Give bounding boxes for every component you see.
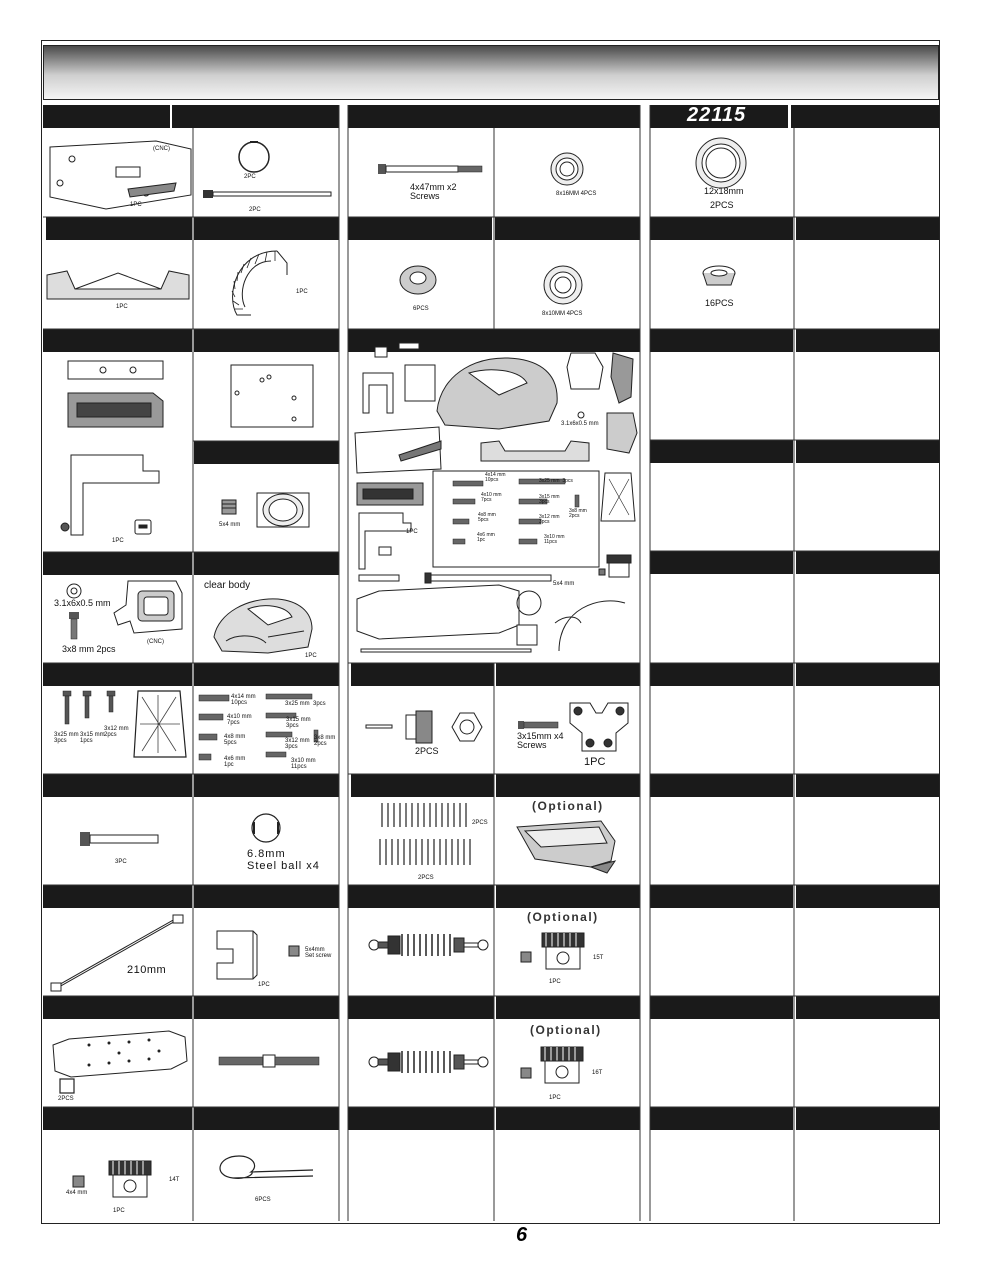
screws-small-drawing xyxy=(57,689,137,729)
qty-label: 1PC xyxy=(549,979,561,985)
qty-label: 2PCS xyxy=(418,875,434,881)
teeth-label: 16T xyxy=(592,1070,603,1076)
qty-label: 3PC xyxy=(115,859,127,865)
set-screw-icon xyxy=(520,1067,534,1081)
screw-kit-label: 4x8 mm 5pcs xyxy=(224,734,246,747)
qty-label: 1PC xyxy=(258,982,270,988)
motor-mount-plate-drawing xyxy=(46,137,196,217)
bearing-icon xyxy=(541,263,585,307)
parts-column-left xyxy=(43,105,339,1221)
qty-label: 1PC xyxy=(112,538,124,544)
bearing-icon xyxy=(693,135,749,191)
clear-body-drawing xyxy=(208,593,318,658)
set-screw-icon xyxy=(288,945,302,959)
qty-label: 1PC xyxy=(130,202,142,208)
qty-label: 2PC xyxy=(244,174,256,180)
cup-drawing xyxy=(253,485,313,535)
optional-label: (Optional) xyxy=(530,1023,602,1037)
qty-label: 2PC xyxy=(249,207,261,213)
cnc-label: (CNC) xyxy=(153,146,170,152)
bushing-icon xyxy=(699,263,739,293)
motor-guard-drawing xyxy=(108,573,188,643)
bulkhead-drawing xyxy=(564,699,634,759)
bearing-label: 8x10MM 4PCS xyxy=(542,311,583,317)
washer-label: 3.1x6x0.5 mm xyxy=(54,598,111,608)
washer-label: 3.1x6x0.5 mm xyxy=(561,421,599,427)
teeth-label: 15T xyxy=(593,955,604,961)
battery-holder-drawing xyxy=(45,265,191,305)
screw-label: 3x15mm x4 Screws xyxy=(517,731,564,751)
setscrew-label: 5x4mm Set screw xyxy=(305,947,332,960)
setscrew-label: 4x4 mm xyxy=(66,1190,88,1196)
steel-ball-label: 6.8mm Steel ball x4 xyxy=(247,848,320,872)
pivot-nut-drawing xyxy=(364,707,494,751)
spacer-icon xyxy=(58,1077,78,1097)
screw-kit-label: 3x8 mm 2pcs xyxy=(314,735,336,748)
screw-kit-label: 3x25 mm 3pcs xyxy=(285,701,326,707)
long-screw-drawing xyxy=(376,163,486,175)
screw-icon xyxy=(516,720,560,730)
hinge-pin-drawing xyxy=(76,830,166,850)
pinion-gear-drawing xyxy=(539,1043,589,1093)
teeth-label: 14T xyxy=(169,1177,180,1183)
optional-label: (Optional) xyxy=(532,799,604,813)
ring-clip-icon xyxy=(234,137,274,177)
screw-size-label: 3x12 mm 2pcs xyxy=(104,726,129,739)
clear-body-label: clear body xyxy=(204,580,251,591)
screw-kit-label: 4x10 mm 7pcs xyxy=(481,492,502,504)
screw-size-label: 3x25 mm 3pcs xyxy=(54,732,79,745)
wing-drawing xyxy=(511,817,621,877)
body-clip-drawing xyxy=(209,1150,319,1190)
pinion-gear-drawing xyxy=(540,929,590,979)
qty-label: 16PCS xyxy=(705,298,734,308)
screw-label: 4x47mm x2 Screws xyxy=(410,182,457,202)
screw-icon xyxy=(67,611,81,641)
set-screw-icon xyxy=(220,497,240,517)
qty-label: 2PCS xyxy=(710,200,734,210)
screw-kit-label: 3x8 mm 2pcs xyxy=(569,508,587,520)
qty-label: 1PC xyxy=(406,529,418,535)
setscrew-label: 5x4 mm xyxy=(219,522,241,528)
bearing-label: 8x16MM 4PCS xyxy=(556,191,597,197)
parts-column-middle xyxy=(346,105,641,1221)
coupler-drawing xyxy=(213,925,293,985)
right-column-grid xyxy=(648,105,939,1221)
springs-drawing xyxy=(378,799,478,871)
qty-label: 1PC xyxy=(296,289,308,295)
plate-drawing xyxy=(229,363,329,433)
title-banner xyxy=(43,45,939,100)
heatsink-clip-drawing xyxy=(217,245,297,325)
screw-kit-label: 3x15 mm 3pcs xyxy=(539,494,560,506)
screw-kit-label: 3x10 mm 11pcs xyxy=(544,534,565,546)
page-number: 6 xyxy=(516,1224,528,1246)
screw-label: 3x8 mm 2pcs xyxy=(62,644,116,654)
screw-kit-label: 3x15 mm 3pcs xyxy=(286,717,311,730)
part-number: 22115 xyxy=(687,104,747,126)
qty-label: 1PC xyxy=(113,1208,125,1214)
qty-label: 2PCS xyxy=(472,820,488,826)
optional-label: (Optional) xyxy=(527,910,599,924)
guard-plate-drawing xyxy=(132,687,192,762)
screw-kit-label: 4x14 mm 10pcs xyxy=(485,472,506,484)
screw-kit-label: 3x12 mm 3pcs xyxy=(285,738,310,751)
turnbuckle-drawing xyxy=(217,1053,327,1073)
bearing-label: 12x18mm xyxy=(704,186,744,196)
screw-kit-label: 3x12 mm 3pcs xyxy=(539,514,560,526)
screw-size-label: 3x15 mm 1pcs xyxy=(80,732,105,745)
screw-kit-label: 4x10 mm 7pcs xyxy=(227,714,252,727)
screw-label: 5x4 mm xyxy=(553,581,575,587)
parts-column-right xyxy=(648,105,939,1221)
shock-absorber-drawing xyxy=(366,930,496,960)
chassis-drawing xyxy=(49,1025,189,1085)
pinion-gear-drawing xyxy=(105,1157,155,1207)
shock-absorber-drawing xyxy=(366,1047,496,1077)
bearing-icon xyxy=(396,260,440,300)
qty-label: 2PCS xyxy=(58,1096,74,1102)
driveshaft-drawing xyxy=(49,915,189,995)
screw-kit-label: 4x8 mm 5pcs xyxy=(478,512,496,524)
cnc-label: (CNC) xyxy=(147,639,164,645)
qty-label: 6PCS xyxy=(413,306,429,312)
qty-label: 2PCS xyxy=(415,746,439,756)
qty-label: 1PC xyxy=(116,304,128,310)
servo-mount-drawing xyxy=(43,355,193,545)
length-label: 210mm xyxy=(127,964,167,976)
set-screw-icon xyxy=(71,1174,87,1190)
steel-ball-icon xyxy=(246,810,286,846)
set-screw-icon xyxy=(520,951,534,965)
bearing-icon xyxy=(547,149,587,189)
screw-kit-label: 4x14 mm 10pcs xyxy=(231,694,256,707)
screw-kit-label: 3x10 mm 11pcs xyxy=(291,758,316,771)
screw-kit-label: 4x6 mm 1pc xyxy=(224,756,246,769)
qty-label: 1PC xyxy=(549,1095,561,1101)
screw-kit-label: 4x6 mm 1pc xyxy=(477,532,495,544)
qty-label: 6PCS xyxy=(255,1197,271,1203)
qty-label: 1PC xyxy=(584,756,606,768)
screw-kit-label: 3x25 mm 3pcs xyxy=(539,478,573,484)
pin-drawing xyxy=(203,189,333,199)
qty-label: 1PC xyxy=(305,653,317,659)
